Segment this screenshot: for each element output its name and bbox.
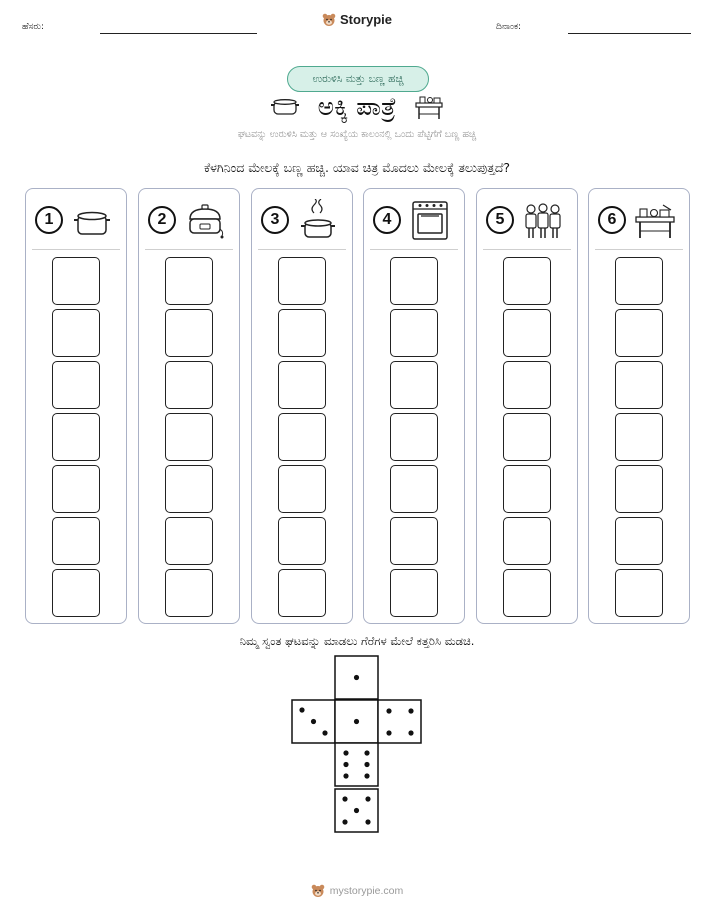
color-box[interactable] [503,309,551,357]
color-box[interactable] [278,361,326,409]
color-box[interactable] [503,413,551,461]
color-box[interactable] [165,257,213,305]
title-row [0,92,714,122]
column-number: 4 [373,206,401,234]
color-box[interactable] [165,569,213,617]
kitchen-table-title-icon [414,94,444,120]
color-box[interactable] [165,413,213,461]
bear-logo-icon [322,13,336,27]
activity-badge [287,66,429,92]
column-divider [370,249,458,250]
dice-face-right [378,700,421,743]
column-number: 1 [35,206,63,234]
color-box[interactable] [52,309,100,357]
color-box[interactable] [278,517,326,565]
color-box[interactable] [52,413,100,461]
stove-oven-icon [408,199,452,241]
color-box[interactable] [615,257,663,305]
color-box[interactable] [390,361,438,409]
column-1 [25,188,127,624]
date-line[interactable] [568,33,691,34]
color-box[interactable] [390,465,438,513]
color-box[interactable] [390,257,438,305]
column-number: 2 [148,206,176,234]
color-box[interactable] [503,361,551,409]
color-box[interactable] [165,465,213,513]
color-box[interactable] [278,309,326,357]
column-number: 6 [598,206,626,234]
color-box[interactable] [503,257,551,305]
instructions-subtitle: ಘಟವನ್ನು ಉರುಳಿಸಿ ಮತ್ತು ಆ ಸಂಖ್ಯೆಯ ಕಾಲಂನಲ್ಲಿ ಒಂದು ಪೆಟ್ಟಿಗೆಗೆ ಬಣ್ಣ ಹಚ್ಚಿ [237,129,477,140]
cooking-pot-icon [70,199,114,241]
color-box[interactable] [52,465,100,513]
color-box[interactable] [278,257,326,305]
column-divider [258,249,346,250]
rice-pot-icon [270,97,300,117]
color-box[interactable] [52,257,100,305]
footer-url[interactable]: mystorypie.com [329,885,404,897]
color-box[interactable] [165,517,213,565]
color-box[interactable] [503,465,551,513]
color-box[interactable] [615,569,663,617]
page-title: ಅಕ್ಕಿ ಪಾತ್ರೆ [317,92,397,121]
color-box[interactable] [165,309,213,357]
steaming-pot-icon [296,199,340,241]
column-number: 3 [261,206,289,234]
color-box[interactable] [165,361,213,409]
cut-instruction: ನಿಮ್ಮ ಸ್ವಂತ ಘಟವನ್ನು ಮಾಡಲು ಗೆರೆಗಳ ಮೇಲೆ ಕತ್ತರಿಸಿ ಮಡಚಿ. [239,634,475,648]
footer [0,884,714,898]
color-box[interactable] [503,517,551,565]
color-box[interactable] [390,309,438,357]
color-box[interactable] [52,361,100,409]
color-box[interactable] [615,309,663,357]
column-divider [595,249,683,250]
activity-badge-text: ಉರುಳಿಸಿ ಮತ್ತು ಬಣ್ಣ ಹಚ್ಚಿ [312,72,404,85]
color-box[interactable] [615,517,663,565]
bear-logo-icon [311,884,325,898]
color-box[interactable] [390,569,438,617]
color-box[interactable] [390,517,438,565]
brand-name: Storypie [339,12,392,27]
family-group-icon [521,199,565,241]
rice-cooker-icon [183,199,227,241]
column-6 [588,188,690,624]
color-box[interactable] [278,465,326,513]
color-box[interactable] [615,361,663,409]
color-box[interactable] [615,413,663,461]
color-box[interactable] [278,413,326,461]
column-4 [363,188,465,624]
name-label: ಹೆಸರು: [22,22,45,32]
date-label: ದಿನಾಂಕ: [496,22,522,32]
column-divider [32,249,120,250]
column-5 [476,188,578,624]
brand-logo [0,12,714,27]
dice-face-lower [335,743,378,786]
column-divider [145,249,233,250]
column-number: 5 [486,206,514,234]
column-2 [138,188,240,624]
color-box[interactable] [615,465,663,513]
color-box[interactable] [52,569,100,617]
color-box[interactable] [52,517,100,565]
color-box[interactable] [503,569,551,617]
column-divider [483,249,571,250]
color-box[interactable] [390,413,438,461]
question-text: ಕೆಳಗಿನಿಂದ ಮೇಲಕ್ಕೆ ಬಣ್ಣ ಹಚ್ಚಿ. ಯಾವ ಚಿತ್ರ ಮೊದಲು ಮೇಲಕ್ಕೆ ತಲುಪುತ್ತದೆ? [203,160,511,175]
name-line[interactable] [100,33,257,34]
kitchen-table-icon [633,199,677,241]
column-3 [251,188,353,624]
dice-net-diagram [290,654,424,836]
color-box[interactable] [278,569,326,617]
